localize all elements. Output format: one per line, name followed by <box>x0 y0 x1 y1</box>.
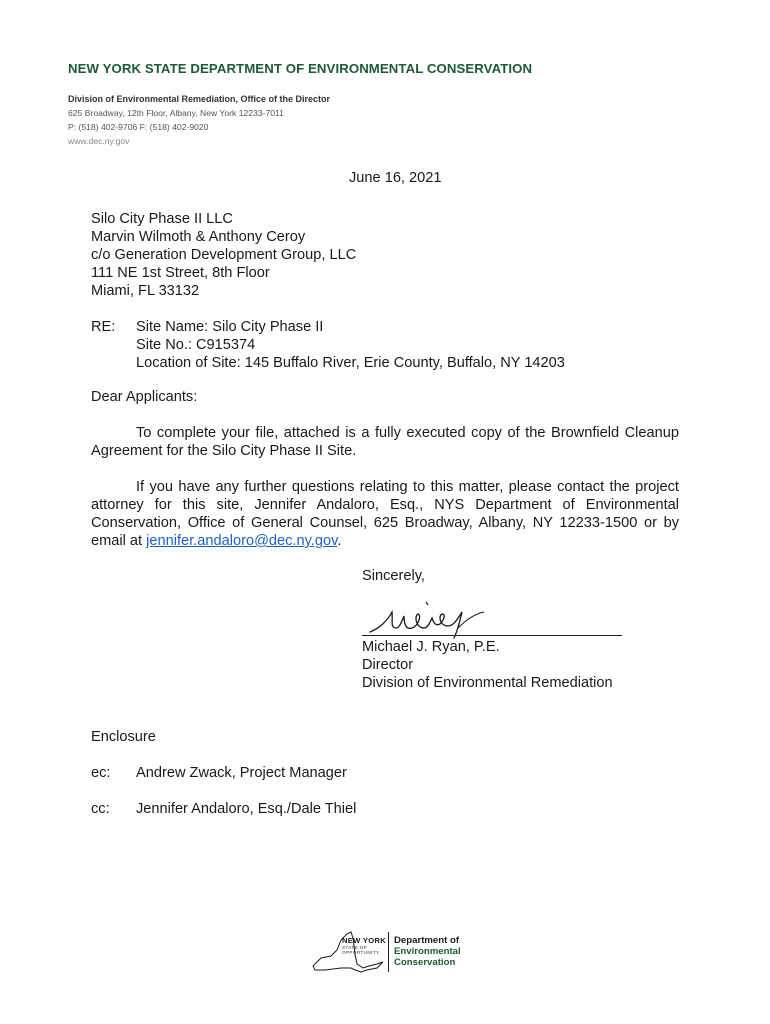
letterhead-title: NEW YORK STATE DEPARTMENT OF ENVIRONMENTAL CONSERVATION <box>68 61 533 76</box>
re-site-number: Site No.: C915374 <box>136 337 256 353</box>
letterhead-division: Division of Environmental Remediation, Office of the Director <box>68 94 331 104</box>
signer-name: Michael J. Ryan, P.E. <box>362 639 500 655</box>
paragraph-2-end: . <box>337 533 342 549</box>
body-paragraph-1: To complete your file, attached is a fully executed copy of the Brownfield Cleanup Agreement for the Silo City Phase II Site. <box>91 425 679 459</box>
recipient-address <box>91 210 356 300</box>
recipient-line: c/o Generation Development Group, LLC <box>91 247 357 263</box>
recipient-line: Marvin Wilmoth & Anthony Ceroy <box>91 229 306 245</box>
body-paragraph-2 <box>91 478 679 550</box>
logo-department <box>394 935 461 968</box>
letter-date: June 16, 2021 <box>349 170 442 186</box>
salutation: Dear Applicants: <box>91 389 198 405</box>
recipient-line: 111 NE 1st Street, 8th Floor <box>91 265 270 281</box>
logo-state-of-opportunity: STATE OF OPPORTUNITY <box>342 945 380 955</box>
logo-dept-line: Environmental <box>394 946 461 957</box>
logo-new-york: NEW YORK <box>342 936 387 945</box>
ec-recipient: Andrew Zwack, Project Manager <box>136 765 347 781</box>
letterhead-website[interactable]: www.dec.ny.gov <box>68 136 130 146</box>
logo-divider <box>388 932 389 972</box>
letterhead-address: 625 Broadway, 12th Floor, Albany, New York 12233-7011 <box>68 108 284 118</box>
recipient-line: Miami, FL 33132 <box>91 283 200 299</box>
signer-title: Director <box>362 657 414 673</box>
cc-recipient: Jennifer Andaloro, Esq./Dale Thiel <box>136 801 357 817</box>
recipient-line: Silo City Phase II LLC <box>91 211 233 227</box>
re-site-name: Site Name: Silo City Phase II <box>136 319 324 335</box>
cc-label: cc: <box>91 801 110 817</box>
logo-dept-line: Conservation <box>394 957 456 968</box>
re-site-location: Location of Site: 145 Buffalo River, Erie County, Buffalo, NY 14203 <box>136 355 565 371</box>
closing: Sincerely, <box>362 568 425 584</box>
ec-label: ec: <box>91 765 111 781</box>
signer-block <box>362 638 613 692</box>
letterhead-phone-fax: P: (518) 402-9706 F: (518) 402-9020 <box>68 122 209 132</box>
logo-dept-line: Department of <box>394 935 460 946</box>
email-link[interactable]: jennifer.andaloro@dec.ny.gov <box>146 533 338 549</box>
signature-line <box>362 635 622 636</box>
paragraph-2-text: If you have any further questions relating to this matter, please contact the project attorney for this site, Jennifer Andaloro, Esq., NYS Department of Environmental Conservation, Office of General Counsel, 625 Broadway, Albany, NY 12233-1500 or by email at <box>91 479 679 549</box>
re-block <box>136 318 565 372</box>
re-label: RE: <box>91 319 116 335</box>
signer-division: Division of Environmental Remediation <box>362 675 613 691</box>
enclosure-note: Enclosure <box>91 729 156 745</box>
